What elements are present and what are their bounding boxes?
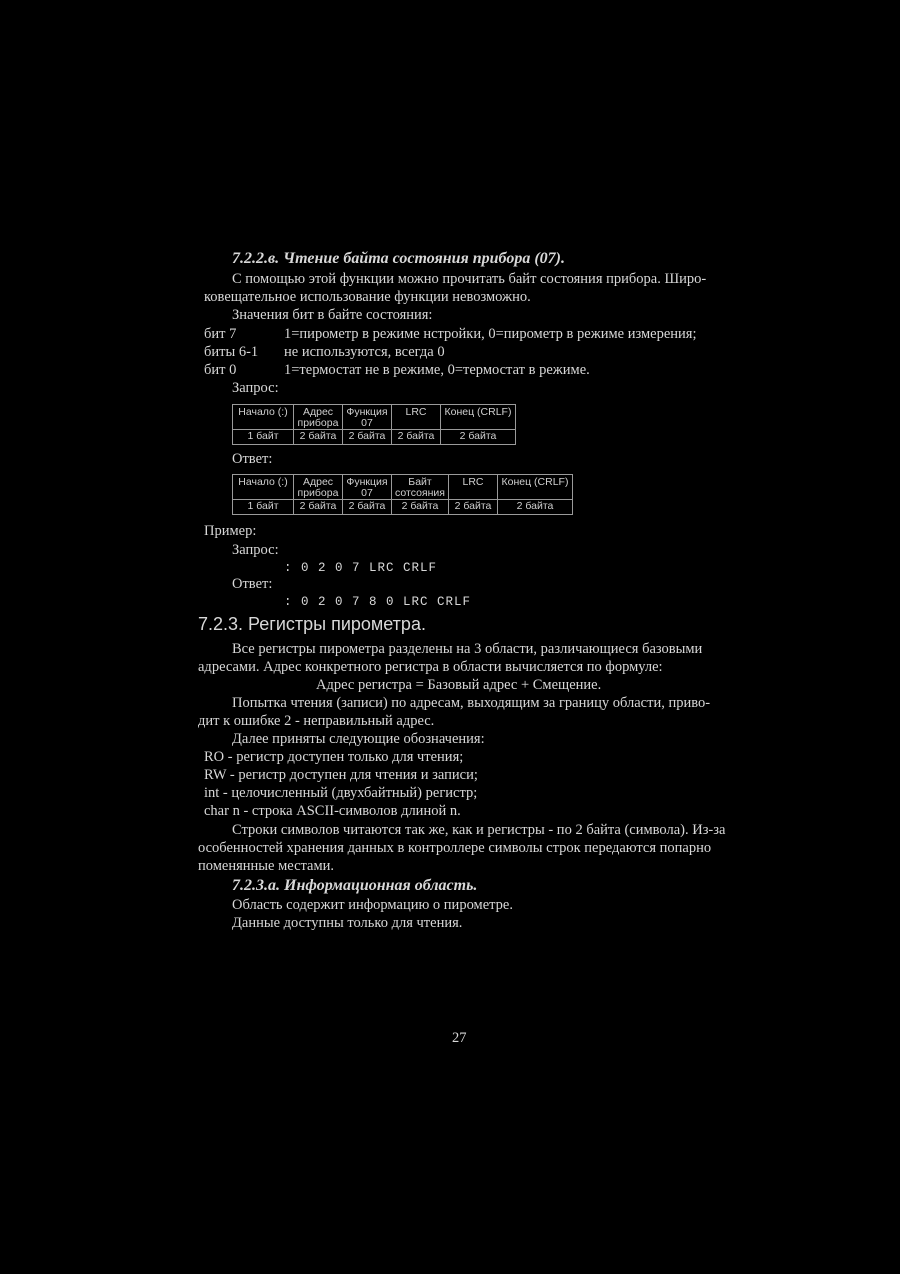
table-cell: 2 байта [449, 500, 498, 515]
table-header-cell: Функция 07 [343, 475, 392, 500]
section-heading: 7.2.3. Регистры пирометра. [198, 614, 426, 634]
paragraph-line: Строки символов читаются так же, как и регистры - по 2 байта (символа). Из-за [232, 822, 726, 838]
table-header-cell: Адрес прибора [294, 405, 343, 430]
table-cell: 2 байта [392, 500, 449, 515]
table-header-cell: Начало (:) [233, 475, 294, 500]
response-label: Ответ: [232, 451, 273, 467]
paragraph-line: Значения бит в байте состояния: [232, 307, 433, 323]
bit-desc: 1=термостат не в режиме, 0=термостат в режиме. [284, 362, 590, 378]
subsection-title: 7.2.3.а. Информационная область. [232, 877, 478, 894]
bit-desc: 1=пирометр в режиме нстройки, 0=пирометр в режиме измерения; [284, 326, 697, 342]
paragraph-line: Все регистры пирометра разделены на 3 области, различающиеся базовыми [232, 641, 703, 657]
example-response-code: : 0 2 0 7 8 0 LRC CRLF [284, 595, 472, 609]
example-response-label: Ответ: [232, 576, 273, 592]
table-header-cell: Байт сотсояния [392, 475, 449, 500]
table-header-cell: LRC [392, 405, 441, 430]
table-cell: 1 байт [233, 500, 294, 515]
notation-item: RW - регистр доступен для чтения и записи; [204, 767, 478, 783]
notation-item: int - целочисленный (двухбайтный) регистр; [204, 785, 478, 801]
response-frame-table [232, 474, 573, 515]
table-cell: 2 байта [392, 430, 441, 445]
example-request-label: Запрос: [232, 542, 279, 558]
page-number: 27 [452, 1030, 467, 1046]
example-label: Пример: [204, 523, 257, 539]
paragraph-line: С помощью этой функции можно прочитать байт состояния прибора. Широ- [232, 271, 707, 287]
notation-item: char n - строка ASCII-символов длиной n. [204, 803, 461, 819]
paragraph-line: Данные доступны только для чтения. [232, 915, 463, 931]
request-frame-table [232, 404, 516, 445]
paragraph-line: ковещательное использование функции невозможно. [204, 289, 531, 305]
paragraph-line: адресами. Адрес конкретного регистра в области вычисляется по формуле: [198, 659, 663, 675]
table-header-cell: Адрес прибора [294, 475, 343, 500]
table-cell: 2 байта [498, 500, 573, 515]
table-cell: 2 байта [294, 500, 343, 515]
table-cell: 1 байт [233, 430, 294, 445]
notation-item: RO - регистр доступен только для чтения; [204, 749, 464, 765]
paragraph-line: особенностей хранения данных в контроллере символы строк передаются попарно [198, 840, 712, 856]
example-request-code: : 0 2 0 7 LRC CRLF [284, 561, 438, 575]
paragraph-line: дит к ошибке 2 - неправильный адрес. [198, 713, 435, 729]
table-header-cell: Начало (:) [233, 405, 294, 430]
table-cell: 2 байта [294, 430, 343, 445]
table-header-cell: LRC [449, 475, 498, 500]
table-header-cell: Функция 07 [343, 405, 392, 430]
formula: Адрес регистра = Базовый адрес + Смещение. [316, 677, 602, 693]
bit-name: бит 0 [204, 362, 237, 378]
paragraph-line: поменянные местами. [198, 858, 335, 874]
table-header-cell: Конец (CRLF) [441, 405, 516, 430]
bit-desc: не используются, всегда 0 [284, 344, 445, 360]
paragraph-line: Область содержит информацию о пирометре. [232, 897, 513, 913]
section-title: 7.2.2.в. Чтение байта состояния прибора (07). [232, 250, 565, 267]
table-cell: 2 байта [343, 500, 392, 515]
table-header-cell: Конец (CRLF) [498, 475, 573, 500]
request-label: Запрос: [232, 380, 279, 396]
bit-name: биты 6-1 [204, 344, 259, 360]
table-cell: 2 байта [441, 430, 516, 445]
bit-name: бит 7 [204, 326, 237, 342]
paragraph-line: Попытка чтения (записи) по адресам, выходящим за границу области, приво- [232, 695, 711, 711]
paragraph-line: Далее приняты следующие обозначения: [232, 731, 485, 747]
table-cell: 2 байта [343, 430, 392, 445]
